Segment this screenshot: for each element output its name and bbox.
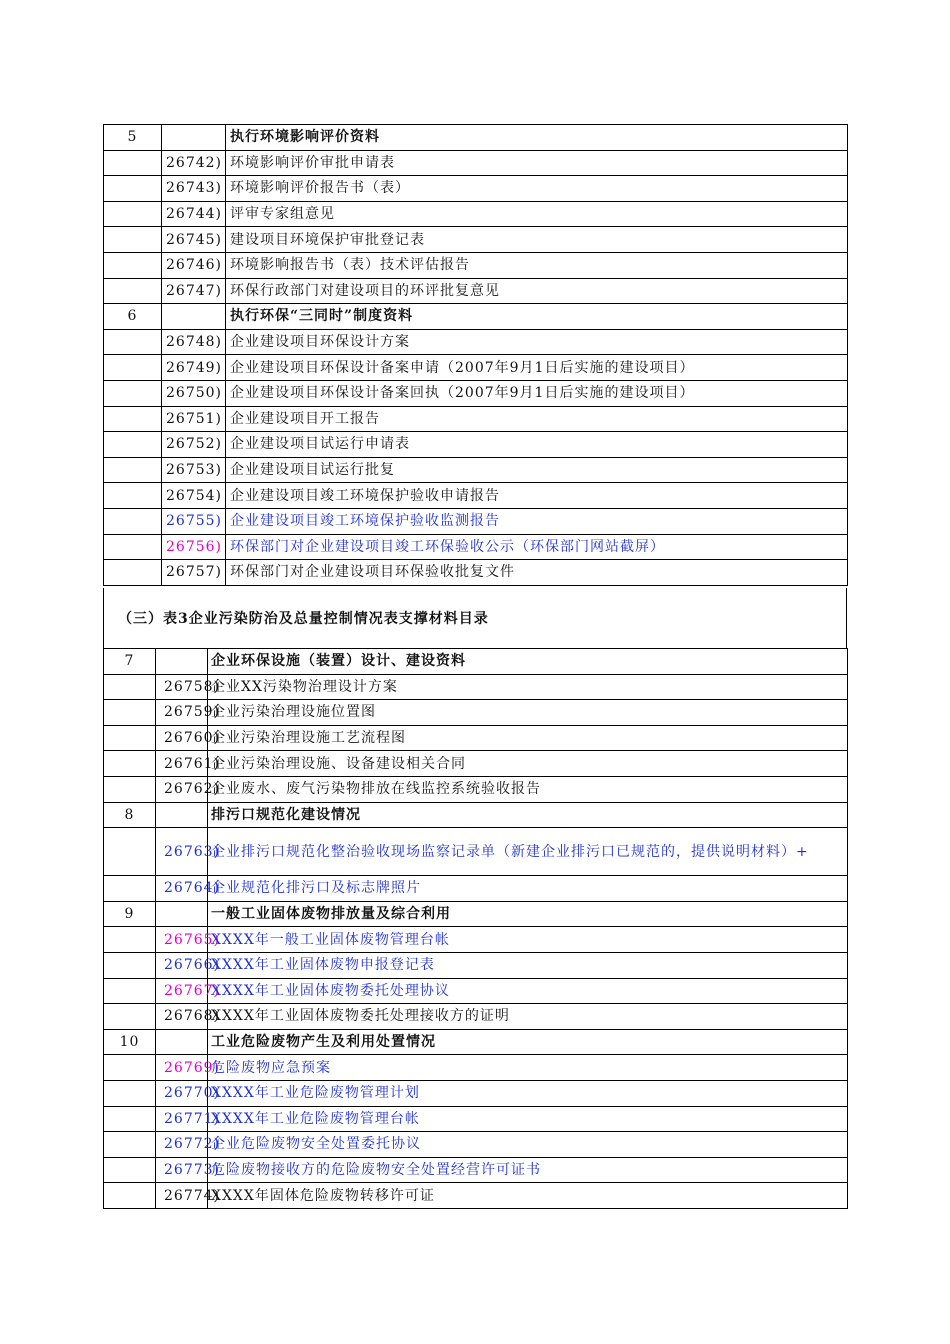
table-row [104, 1132, 848, 1158]
item-description: XXXX年工业危险废物管理计划 [208, 1080, 848, 1106]
row-number [104, 534, 162, 560]
row-number [104, 457, 162, 483]
row-number [104, 927, 156, 953]
item-description: 企业建设项目竣工环境保护验收监测报告 [226, 508, 848, 534]
item-description: 企业污染治理设施工艺流程图 [208, 725, 848, 751]
table-row [104, 252, 848, 278]
item-description: 企业规范化排污口及标志牌照片 [208, 876, 848, 902]
item-description: 环保部门对企业建设项目竣工环保验收公示（环保部门网站截屏） [226, 534, 848, 560]
row-number: 5 [104, 125, 162, 151]
table-row [104, 751, 848, 777]
table-row [104, 278, 848, 304]
item-code: 26773) [156, 1157, 208, 1183]
table-row [104, 1055, 848, 1081]
item-description: 企业建设项目环保设计备案申请（2007年9月1日后实施的建设项目） [226, 355, 848, 381]
row-number [104, 355, 162, 381]
item-description: 环境影响评价审批申请表 [226, 150, 848, 176]
item-description: 企业XX污染物治理设计方案 [208, 674, 848, 700]
table-row [104, 927, 848, 953]
section-heading: 执行环保“三同时”制度资料 [226, 304, 848, 330]
row-number: 10 [104, 1029, 156, 1055]
table-row [104, 1004, 848, 1030]
item-code: 26765) [156, 927, 208, 953]
item-code [156, 901, 208, 927]
item-code [156, 1029, 208, 1055]
item-code: 26747) [162, 278, 226, 304]
table-row [104, 534, 848, 560]
item-description: 环境影响评价报告书（表） [226, 176, 848, 202]
item-code: 26769) [156, 1055, 208, 1081]
item-description: 环保部门对企业建设项目环保验收批复文件 [226, 560, 848, 586]
item-description: 企业污染治理设施位置图 [208, 700, 848, 726]
row-number [104, 432, 162, 458]
section-row [104, 125, 848, 151]
item-code: 26745) [162, 227, 226, 253]
row-number: 8 [104, 802, 156, 828]
table-row [104, 828, 848, 876]
item-code: 26751) [162, 406, 226, 432]
materials-table-1-body [104, 125, 848, 586]
section-title: （三）表3企业污染防治及总量控制情况表支撑材料目录 [118, 611, 489, 627]
materials-table-2-body [104, 649, 848, 1209]
item-description: 建设项目环境保护审批登记表 [226, 227, 848, 253]
item-description: 危险废物应急预案 [208, 1055, 848, 1081]
item-code: 26764) [156, 876, 208, 902]
item-description: 企业排污口规范化整治验收现场监察记录单（新建企业排污口已规范的，提供说明材料）+ [208, 828, 848, 876]
row-number: 9 [104, 901, 156, 927]
table-row [104, 355, 848, 381]
row-number [104, 1106, 156, 1132]
table-row [104, 1183, 848, 1209]
row-number [104, 1183, 156, 1209]
item-code: 26742) [162, 150, 226, 176]
row-number [104, 380, 162, 406]
table-row [104, 380, 848, 406]
table-row [104, 201, 848, 227]
table-row [104, 776, 848, 802]
row-number [104, 227, 162, 253]
table-row [104, 457, 848, 483]
row-number [104, 751, 156, 777]
item-description: 环保行政部门对建设项目的环评批复意见 [226, 278, 848, 304]
row-number [104, 725, 156, 751]
row-number [104, 278, 162, 304]
table-row [104, 674, 848, 700]
item-description: 企业废水、废气污染物排放在线监控系统验收报告 [208, 776, 848, 802]
table-row [104, 700, 848, 726]
table-row [104, 176, 848, 202]
item-code: 26750) [162, 380, 226, 406]
item-description: 评审专家组意见 [226, 201, 848, 227]
item-description: 危险废物接收方的危险废物安全处置经营许可证书 [208, 1157, 848, 1183]
item-code [156, 649, 208, 675]
table-row [104, 725, 848, 751]
item-code: 26770) [156, 1080, 208, 1106]
item-code: 26755) [162, 508, 226, 534]
row-number [104, 329, 162, 355]
row-number [104, 201, 162, 227]
item-code: 26752) [162, 432, 226, 458]
table-row [104, 1157, 848, 1183]
item-code [156, 802, 208, 828]
item-description: XXXX年工业危险废物管理台帐 [208, 1106, 848, 1132]
item-code [162, 125, 226, 151]
item-description: 环境影响报告书（表）技术评估报告 [226, 252, 848, 278]
row-number [104, 700, 156, 726]
item-code: 26767) [156, 978, 208, 1004]
section-heading: 排污口规范化建设情况 [208, 802, 848, 828]
item-code: 26757) [162, 560, 226, 586]
item-code: 26759) [156, 700, 208, 726]
table-row [104, 508, 848, 534]
row-number [104, 176, 162, 202]
table-row [104, 560, 848, 586]
item-description: 企业污染治理设施、设备建设相关合同 [208, 751, 848, 777]
row-number [104, 674, 156, 700]
row-number: 7 [104, 649, 156, 675]
item-description: 企业建设项目环保设计方案 [226, 329, 848, 355]
section-row [104, 901, 848, 927]
row-number [104, 978, 156, 1004]
item-description: XXXX年固体危险废物转移许可证 [208, 1183, 848, 1209]
item-description: 企业建设项目开工报告 [226, 406, 848, 432]
row-number [104, 560, 162, 586]
section-heading: 企业环保设施（装置）设计、建设资料 [208, 649, 848, 675]
item-code: 26774) [156, 1183, 208, 1209]
item-code: 26748) [162, 329, 226, 355]
item-description: XXXX年一般工业固体废物管理台帐 [208, 927, 848, 953]
table-row [104, 432, 848, 458]
row-number [104, 776, 156, 802]
row-number [104, 406, 162, 432]
item-description: 企业建设项目环保设计备案回执（2007年9月1日后实施的建设项目） [226, 380, 848, 406]
item-code: 26756) [162, 534, 226, 560]
item-code: 26761) [156, 751, 208, 777]
table-row [104, 329, 848, 355]
section-heading: 工业危险废物产生及利用处置情况 [208, 1029, 848, 1055]
item-code: 26760) [156, 725, 208, 751]
section-row [104, 1029, 848, 1055]
table-row [104, 952, 848, 978]
item-code: 26754) [162, 483, 226, 509]
row-number [104, 1157, 156, 1183]
table-row [104, 1080, 848, 1106]
table-row [104, 1106, 848, 1132]
item-code: 26746) [162, 252, 226, 278]
section-heading-box [103, 588, 847, 648]
item-description: 企业建设项目试运行申请表 [226, 432, 848, 458]
row-number [104, 1004, 156, 1030]
row-number [104, 252, 162, 278]
row-number [104, 876, 156, 902]
table-row [104, 978, 848, 1004]
item-description: XXXX年工业固体废物委托处理接收方的证明 [208, 1004, 848, 1030]
materials-table-1 [103, 124, 848, 586]
row-number [104, 1080, 156, 1106]
item-description: XXXX年工业固体废物申报登记表 [208, 952, 848, 978]
item-description: 企业建设项目试运行批复 [226, 457, 848, 483]
section-heading: 一般工业固体废物排放量及综合利用 [208, 901, 848, 927]
item-code: 26762) [156, 776, 208, 802]
table-row [104, 483, 848, 509]
row-number [104, 508, 162, 534]
row-number [104, 483, 162, 509]
section-row [104, 802, 848, 828]
item-description: 企业危险废物安全处置委托协议 [208, 1132, 848, 1158]
table-row [104, 150, 848, 176]
item-code: 26766) [156, 952, 208, 978]
section-row [104, 649, 848, 675]
table-row [104, 876, 848, 902]
item-code: 26758) [156, 674, 208, 700]
table-row [104, 406, 848, 432]
item-code: 26763) [156, 828, 208, 876]
item-code: 26771) [156, 1106, 208, 1132]
row-number [104, 150, 162, 176]
row-number [104, 828, 156, 876]
item-code [162, 304, 226, 330]
item-description: 企业建设项目竣工环境保护验收申请报告 [226, 483, 848, 509]
row-number [104, 1055, 156, 1081]
row-number [104, 952, 156, 978]
row-number: 6 [104, 304, 162, 330]
section-row [104, 304, 848, 330]
item-description: XXXX年工业固体废物委托处理协议 [208, 978, 848, 1004]
item-code: 26753) [162, 457, 226, 483]
materials-table-2 [103, 648, 848, 1209]
item-code: 26772) [156, 1132, 208, 1158]
item-code: 26743) [162, 176, 226, 202]
item-code: 26749) [162, 355, 226, 381]
section-heading: 执行环境影响评价资料 [226, 125, 848, 151]
table-row [104, 227, 848, 253]
row-number [104, 1132, 156, 1158]
item-code: 26768) [156, 1004, 208, 1030]
item-code: 26744) [162, 201, 226, 227]
